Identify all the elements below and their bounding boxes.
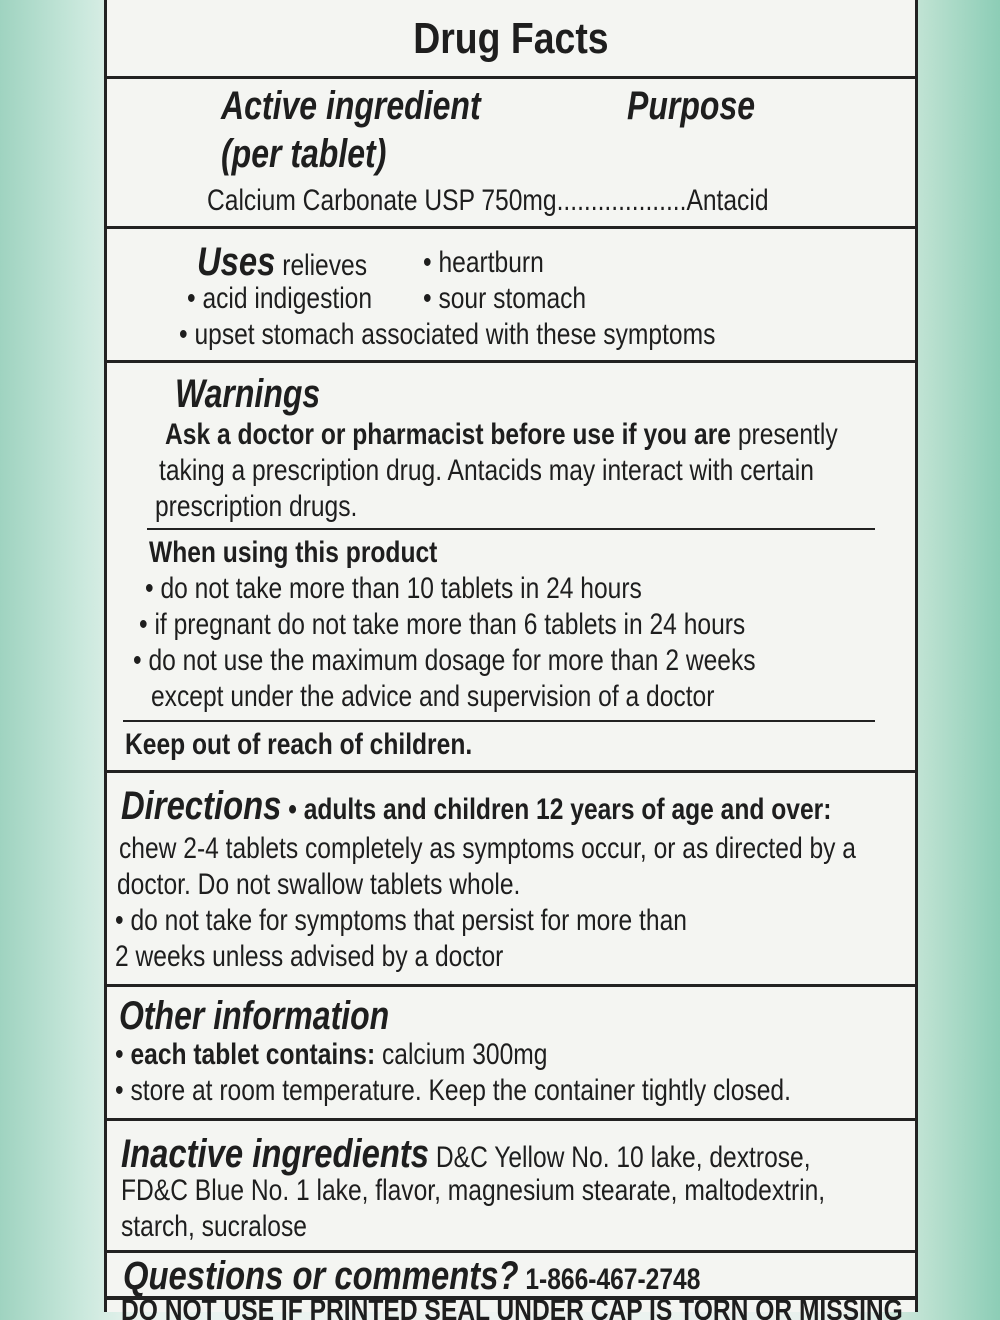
ingredient-name: Calcium Carbonate USP 750mg (207, 184, 557, 217)
directions-line-2: chew 2-4 tablets completely as symptoms occur, or as directed by a (119, 832, 856, 865)
directions-line-1: Directions • adults and children 12 years of age and over: (121, 784, 832, 828)
keep-out-text: Keep out of reach of children. (125, 728, 473, 761)
warnings-divider (107, 360, 915, 363)
active-ingredient-row (207, 184, 892, 218)
questions-heading: Questions or comments? (123, 1254, 519, 1298)
ask-doctor-line-1: Ask a doctor or pharmacist before use if you are presently (165, 418, 838, 451)
ask-doctor-line-2: taking a prescription drug. Antacids may interact with certain (159, 454, 814, 487)
drug-facts-title: Drug Facts (413, 14, 609, 63)
active-ingredient-divider (107, 76, 915, 79)
per-tablet-heading: (per tablet) (221, 132, 387, 176)
uses-item: • acid indigestion (187, 282, 373, 315)
when-using-divider (147, 528, 875, 530)
uses-heading: Uses (197, 240, 276, 284)
when-using-item: • do not take more than 10 tablets in 24 hours (145, 572, 642, 605)
ask-doctor-line-3: prescription drugs. (155, 490, 358, 523)
when-using-item: • do not use the maximum dosage for more than 2 weeks (133, 644, 756, 677)
inactive-heading: Inactive ingredients (121, 1132, 430, 1176)
other-info-divider (107, 984, 915, 987)
other-info-heading: Other information (119, 994, 390, 1038)
directions-heading: Directions (121, 784, 282, 828)
leader-dots: ................... (556, 184, 687, 217)
uses-item: • heartburn (423, 246, 544, 279)
inactive-line-2: FD&C Blue No. 1 lake, flavor, magnesium stearate, maltodextrin, (121, 1174, 826, 1207)
phone-number: 1-866-467-2748 (525, 1263, 701, 1296)
when-using-item: • if pregnant do not take more than 6 tablets in 24 hours (139, 608, 746, 641)
questions-line (123, 1254, 827, 1298)
inactive-line-3: starch, sucralose (121, 1210, 307, 1243)
uses-line-1 (197, 240, 404, 284)
inactive-line-1: Inactive ingredients D&C Yellow No. 10 lake, dextrose, (121, 1132, 811, 1176)
warnings-heading: Warnings (175, 372, 321, 416)
when-using-heading: When using this product (149, 536, 438, 569)
directions-item-continued: 2 weeks unless advised by a doctor (115, 940, 504, 973)
other-info-item: • store at room temperature. Keep the container tightly closed. (115, 1074, 791, 1107)
drug-facts-label (104, 0, 918, 1320)
directions-item: • do not take for symptoms that persist for more than (115, 904, 687, 937)
uses-item: • upset stomach associated with these symptoms (179, 318, 716, 351)
uses-divider (107, 226, 915, 229)
seal-warning-text: DO NOT USE IF PRINTED SEAL UNDER CAP IS TORN OR MISSING (121, 1300, 903, 1320)
uses-intro: relieves (282, 249, 368, 282)
when-using-item-continued: except under the advice and supervision of a doctor (151, 680, 715, 713)
questions-divider (107, 1250, 915, 1253)
active-ingredient-heading: Active ingredient (221, 84, 481, 128)
keep-out-divider (123, 720, 875, 722)
purpose-heading: Purpose (627, 84, 756, 128)
other-info-item: • each tablet contains: calcium 300mg (115, 1038, 548, 1071)
inactive-divider (107, 1118, 915, 1121)
uses-item: • sour stomach (423, 282, 587, 315)
ingredient-purpose: Antacid (686, 184, 769, 217)
directions-line-3: doctor. Do not swallow tablets whole. (117, 868, 521, 901)
seal-warning-strip (107, 1300, 915, 1320)
directions-divider (107, 770, 915, 773)
